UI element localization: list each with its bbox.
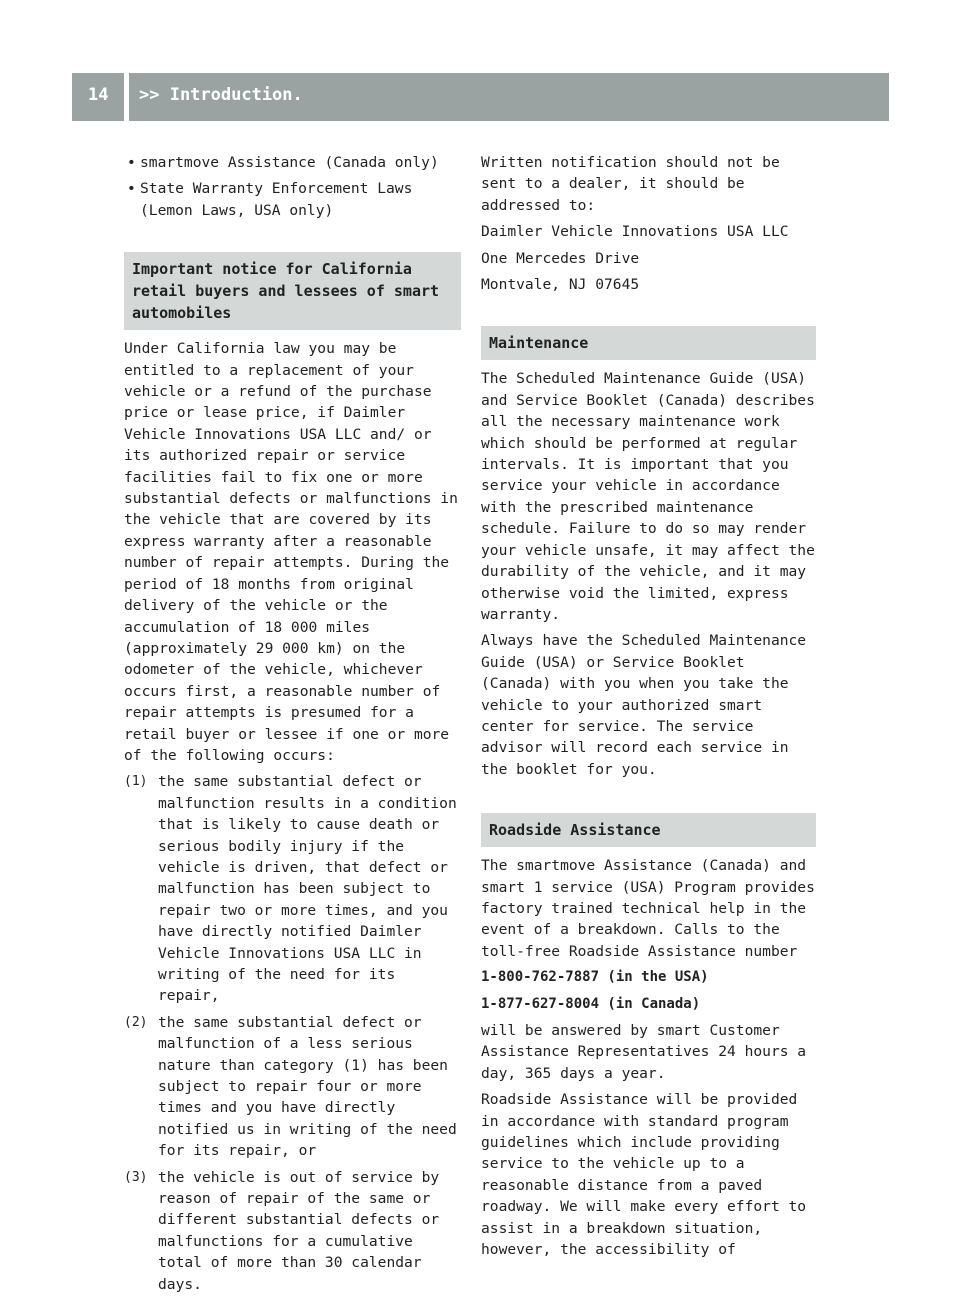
list-item	[124, 1167, 461, 1295]
conditions-list	[124, 771, 461, 1295]
address-line-1: Daimler Vehicle Innovations USA LLC	[481, 223, 789, 241]
address-line-2: One Mercedes Drive	[481, 249, 640, 267]
roadside-paragraph: The smartmove Assistance (Canada) and smart 1 service (USA) Program provides factory trained technical help in the event of a breakdown. Calls to the toll-free Roadside Assistance number	[481, 857, 815, 960]
address-line-3: Montvale, NJ 07645	[481, 276, 640, 294]
bullet-list	[124, 152, 461, 221]
list-item	[124, 1012, 461, 1162]
list-text: the same substantial defect or malfunction results in a condition that is likely to cause death or serious bodily injury if the vehicle is driven, that defect or malfunction has been subject to repair two or more times, and you have directly notified Daimler Vehicle Innovations USA LLC in writing of the need for its repair,	[158, 773, 457, 1005]
left-column	[124, 152, 461, 1300]
notification-text: Written notification should not be sent to a dealer, it should be addressed to:	[481, 154, 780, 214]
list-number: (2)	[124, 1014, 148, 1030]
list-text: the vehicle is out of service by reason of repair of the same or different substantial defects or malfunctions for a cumulative total of more than 30 calendar days.	[158, 1168, 440, 1293]
list-number: (1)	[124, 774, 148, 790]
page-number: 14	[88, 85, 109, 105]
roadside-paragraph: will be answered by smart Customer Assistance Representatives 24 hours a day, 365 days a year.	[481, 1022, 807, 1082]
california-notice-heading: Important notice for California retail buyers and lessees of smart automobiles	[124, 252, 461, 330]
list-text: the same substantial defect or malfunction of a less serious nature than category (1) has been subject to repair four or more times and you have directly notified us in writing of the need for its repair, or	[158, 1013, 457, 1160]
breadcrumb[interactable]: >> Introduction.	[139, 85, 303, 105]
phone-canada: 1-877-627-8004 (in Canada)	[481, 995, 701, 1012]
list-item: • smartmove Assistance (Canada only)	[124, 152, 461, 173]
section-header-bar	[129, 73, 889, 121]
roadside-paragraph: Roadside Assistance will be provided in accordance with standard program guidelines which include providing service to the vehicle up to a reasonable distance from a paved roadway. We will make every effort to assist in a breakdown situation, however, the accessibility of	[481, 1091, 807, 1259]
phone-usa: 1-800-762-7887 (in the USA)	[481, 969, 709, 986]
list-number: (3)	[124, 1169, 148, 1185]
california-notice-text: Under California law you may be entitled to a replacement of your vehicle or a refund of the purchase price or lease price, if Daimler Vehicle Innovations USA LLC and/ or its authorized repair or service facilities fail to fix one or more substantial defects or malfunctions in the vehicle that are covered by its express warranty after a reasonable number of repair attempts. During the period of 18 months from original delivery of the vehicle or the accumulation of 18 000 miles (approximately 29 000 km) on the odometer of the vehicle, whichever occurs first, a reasonable number of repair attempts is presumed for a retail buyer or lessee if one or more of the following occurs:	[124, 340, 458, 764]
list-item	[124, 771, 461, 1006]
page-number-tab	[72, 73, 124, 121]
right-column	[481, 152, 816, 1265]
roadside-heading: Roadside Assistance	[481, 813, 816, 847]
maintenance-paragraph: Always have the Scheduled Maintenance Guide (USA) or Service Booklet (Canada) with you when you take the vehicle to your authorized smart center for service. The service advisor will record each service in the booklet for you.	[481, 632, 807, 778]
list-item: • State Warranty Enforcement Laws (Lemon Laws, USA only)	[124, 178, 461, 221]
maintenance-paragraph: The Scheduled Maintenance Guide (USA) and Service Booklet (Canada) describes all the necessary maintenance work which should be performed at regular intervals. It is important that you service your vehicle in accordance with the prescribed maintenance schedule. Failure to do so may render your vehicle unsafe, it may affect the durability of the vehicle, and it may otherwise void the limited, express warranty.	[481, 370, 815, 623]
maintenance-heading: Maintenance	[481, 326, 816, 360]
